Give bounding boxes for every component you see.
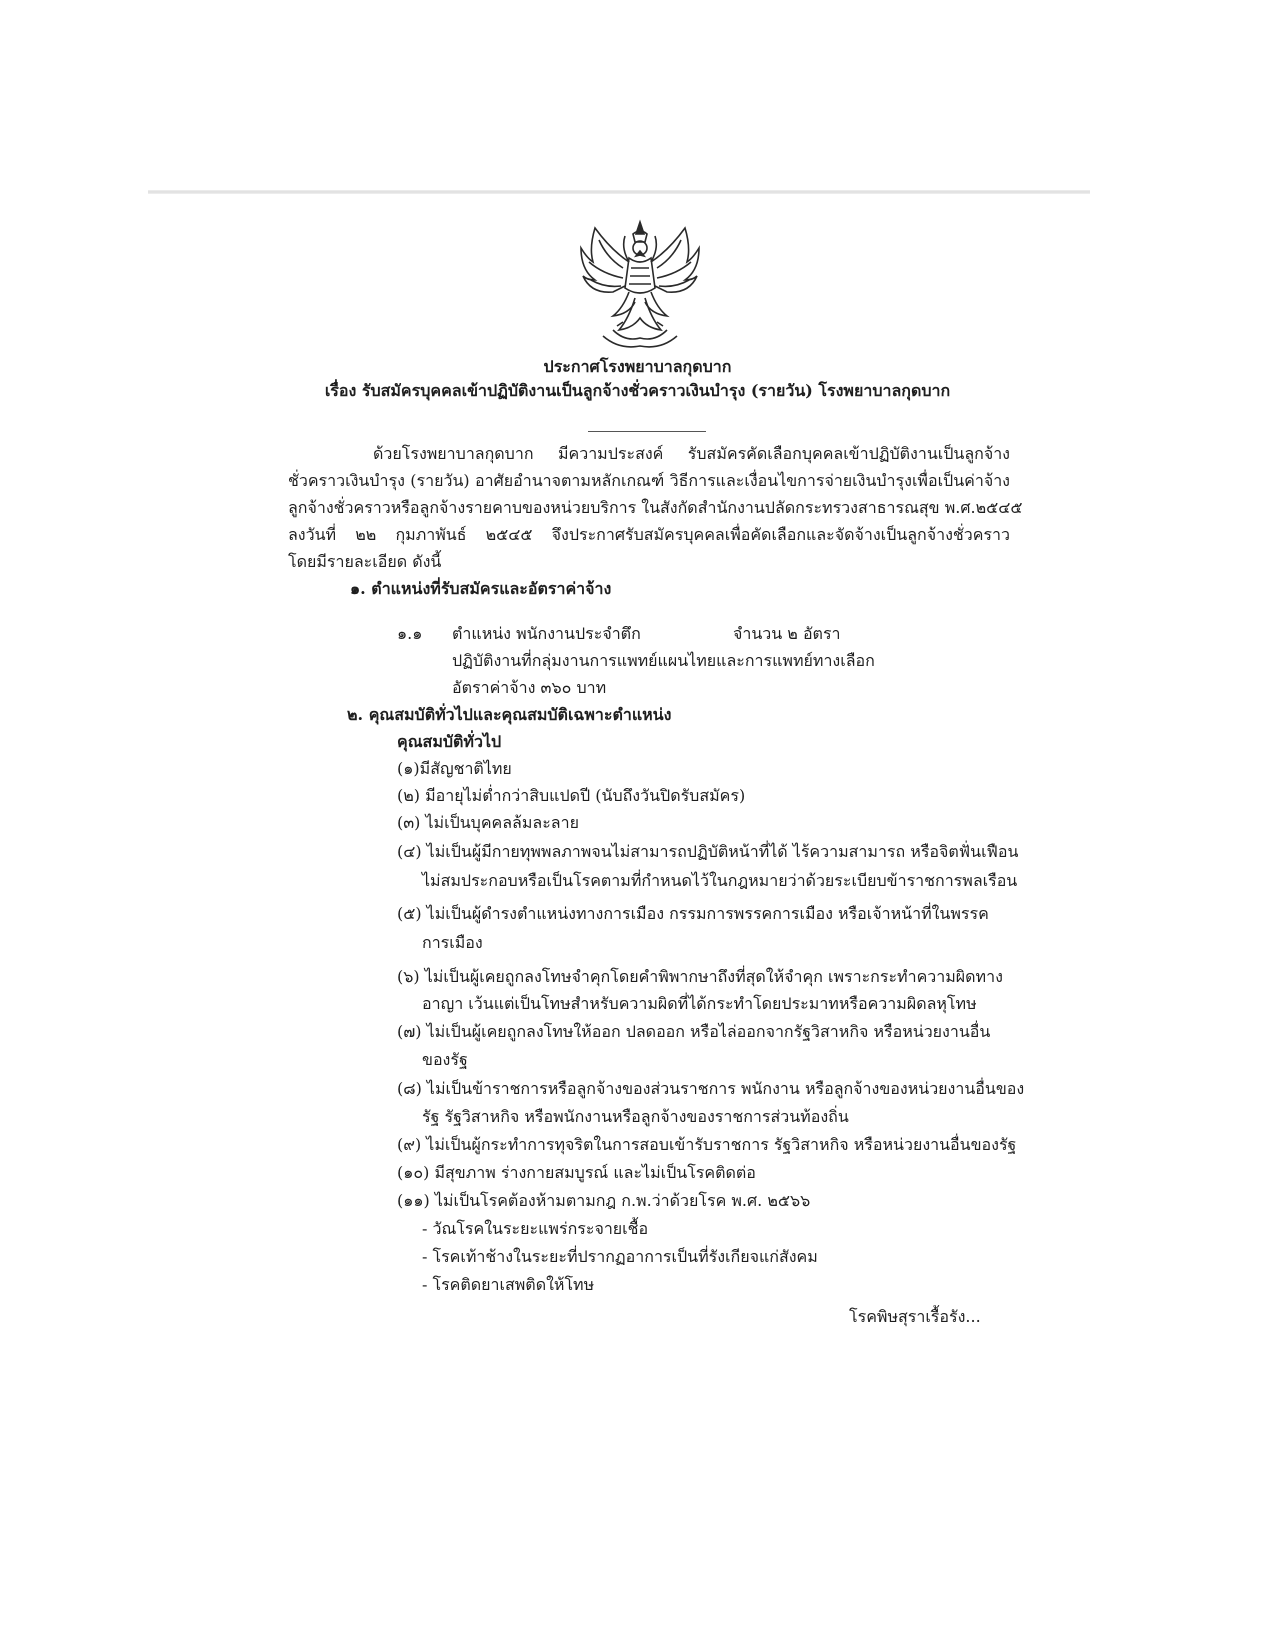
title-divider (588, 431, 706, 432)
qualification-10: (๑๐) มีสุขภาพ ร่างกายสมบูรณ์ และไม่เป็นโรคติดต่อ (397, 1163, 756, 1182)
qualification-8-line-1: (๘) ไม่เป็นข้าราชการหรือลูกจ้างของส่วนราชการ พนักงาน หรือลูกจ้างของหน่วยงานอื่นของ (397, 1079, 1025, 1098)
qualification-7-line-1: (๗) ไม่เป็นผู้เคยถูกลงโทษให้ออก ปลดออก หรือไล่ออกจากรัฐวิสาหกิจ หรือหน่วยงานอื่น (397, 1022, 991, 1041)
intro-line-3: ลูกจ้างชั่วคราวหรือลูกจ้างรายคาบของหน่วยบริการ ในสังกัดสำนักงานปลัดกระทรวงสาธารณสุข พ.ศ.๒๕๔๕ (288, 498, 1023, 517)
qualification-2: (๒) มีอายุไม่ต่ำกว่าสิบแปดปี (นับถึงวันปิดรับสมัคร) (397, 786, 746, 805)
intro-line-5: โดยมีรายละเอียด ดังนี้ (288, 552, 442, 571)
qualification-6-line-1: (๖) ไม่เป็นผู้เคยถูกลงโทษจำคุกโดยคำพิพากษาถึงที่สุดให้จำคุก เพราะกระทำความผิดทาง (397, 967, 1003, 986)
qualification-3: (๓) ไม่เป็นบุคคลล้มละลาย (397, 813, 579, 832)
intro-line-1: ด้วยโรงพยาบาลกุดบาก มีความประสงค์ รับสมัครคัดเลือกบุคคลเข้าปฏิบัติงานเป็นลูกจ้าง (373, 444, 1010, 463)
qualification-4-line-1: (๔) ไม่เป็นผู้มีกายทุพพลภาพจนไม่สามารถปฏิบัติหน้าที่ได้ ไร้ความสามารถ หรือจิตฟั่นเฟือน (397, 842, 1019, 861)
intro-line-2: ชั่วคราวเงินบำรุง (รายวัน) อาศัยอำนาจตามหลักเกณฑ์ วิธีการและเงื่อนไขการจ่ายเงินบำรุงเพื่อเป็นค่าจ้าง (288, 471, 1010, 490)
qualification-6-line-2: อาญา เว้นแต่เป็นโทษสำหรับความผิดที่ได้กระทำโดยประมาทหรือความผิดลหุโทษ (422, 994, 977, 1013)
qualification-5-line-2: การเมือง (422, 933, 483, 952)
announcement-title: ประกาศโรงพยาบาลกุดบาก (543, 357, 732, 376)
prohibited-disease-3: - โรคติดยาเสพติดให้โทษ (422, 1275, 595, 1294)
garuda-emblem-icon (573, 218, 707, 352)
qualification-7-line-2: ของรัฐ (422, 1050, 468, 1069)
prohibited-disease-2: - โรคเท้าช้างในระยะที่ปรากฏอาการเป็นที่รังเกียจแก่สังคม (422, 1247, 818, 1266)
continuation-text: โรคพิษสุราเรื้อรัง... (849, 1307, 981, 1326)
qualification-9: (๙) ไม่เป็นผู้กระทำการทุจริตในการสอบเข้ารับราชการ รัฐวิสาหกิจ หรือหน่วยงานอื่นของรัฐ (397, 1135, 1017, 1154)
workplace: ปฏิบัติงานที่กลุ่มงานการแพทย์แผนไทยและการแพทย์ทางเลือก (452, 651, 875, 670)
section-1-item-number: ๑.๑ (397, 624, 423, 643)
qualification-4-line-2: ไม่สมประกอบหรือเป็นโรคตามที่กำหนดไว้ในกฎหมายว่าด้วยระเบียบข้าราชการพลเรือน (422, 871, 1018, 890)
qualification-11: (๑๑) ไม่เป็นโรคต้องห้ามตามกฎ ก.พ.ว่าด้วยโรค พ.ศ. ๒๕๖๖ (397, 1191, 811, 1210)
qualification-5-line-1: (๕) ไม่เป็นผู้ดำรงตำแหน่งทางการเมือง กรรมการพรรคการเมือง หรือเจ้าหน้าที่ในพรรค (397, 904, 989, 923)
prohibited-disease-1: - วัณโรคในระยะแพร่กระจายเชื้อ (422, 1219, 649, 1238)
position-quota: จำนวน ๒ อัตรา (733, 624, 841, 643)
position-name: ตำแหน่ง พนักงานประจำตึก (452, 624, 641, 643)
qualification-8-line-2: รัฐ รัฐวิสาหกิจ หรือพนักงานหรือลูกจ้างของราชการส่วนท้องถิ่น (422, 1107, 849, 1126)
wage-rate: อัตราค่าจ้าง ๓๖๐ บาท (452, 678, 607, 697)
intro-line-4: ลงวันที่ ๒๒ กุมภาพันธ์ ๒๕๔๕ จึงประกาศรับสมัครบุคคลเพื่อคัดเลือกและจัดจ้างเป็นลูกจ้างชั่วคราว (288, 525, 1010, 544)
qualification-1: (๑)มีสัญชาติไทย (397, 759, 512, 778)
general-qualifications-heading: คุณสมบัติทั่วไป (397, 732, 502, 751)
section-1-heading: ๑. ตำแหน่งที่รับสมัครและอัตราค่าจ้าง (350, 579, 612, 598)
announcement-subject: เรื่อง รับสมัครบุคคลเข้าปฏิบัติงานเป็นลูกจ้างชั่วคราวเงินบำรุง (รายวัน) โรงพยาบาลกุดบาก (324, 381, 951, 400)
section-2-heading: ๒. คุณสมบัติทั่วไปและคุณสมบัติเฉพาะตำแหน่ง (347, 705, 672, 724)
scan-edge-line (148, 190, 1090, 194)
